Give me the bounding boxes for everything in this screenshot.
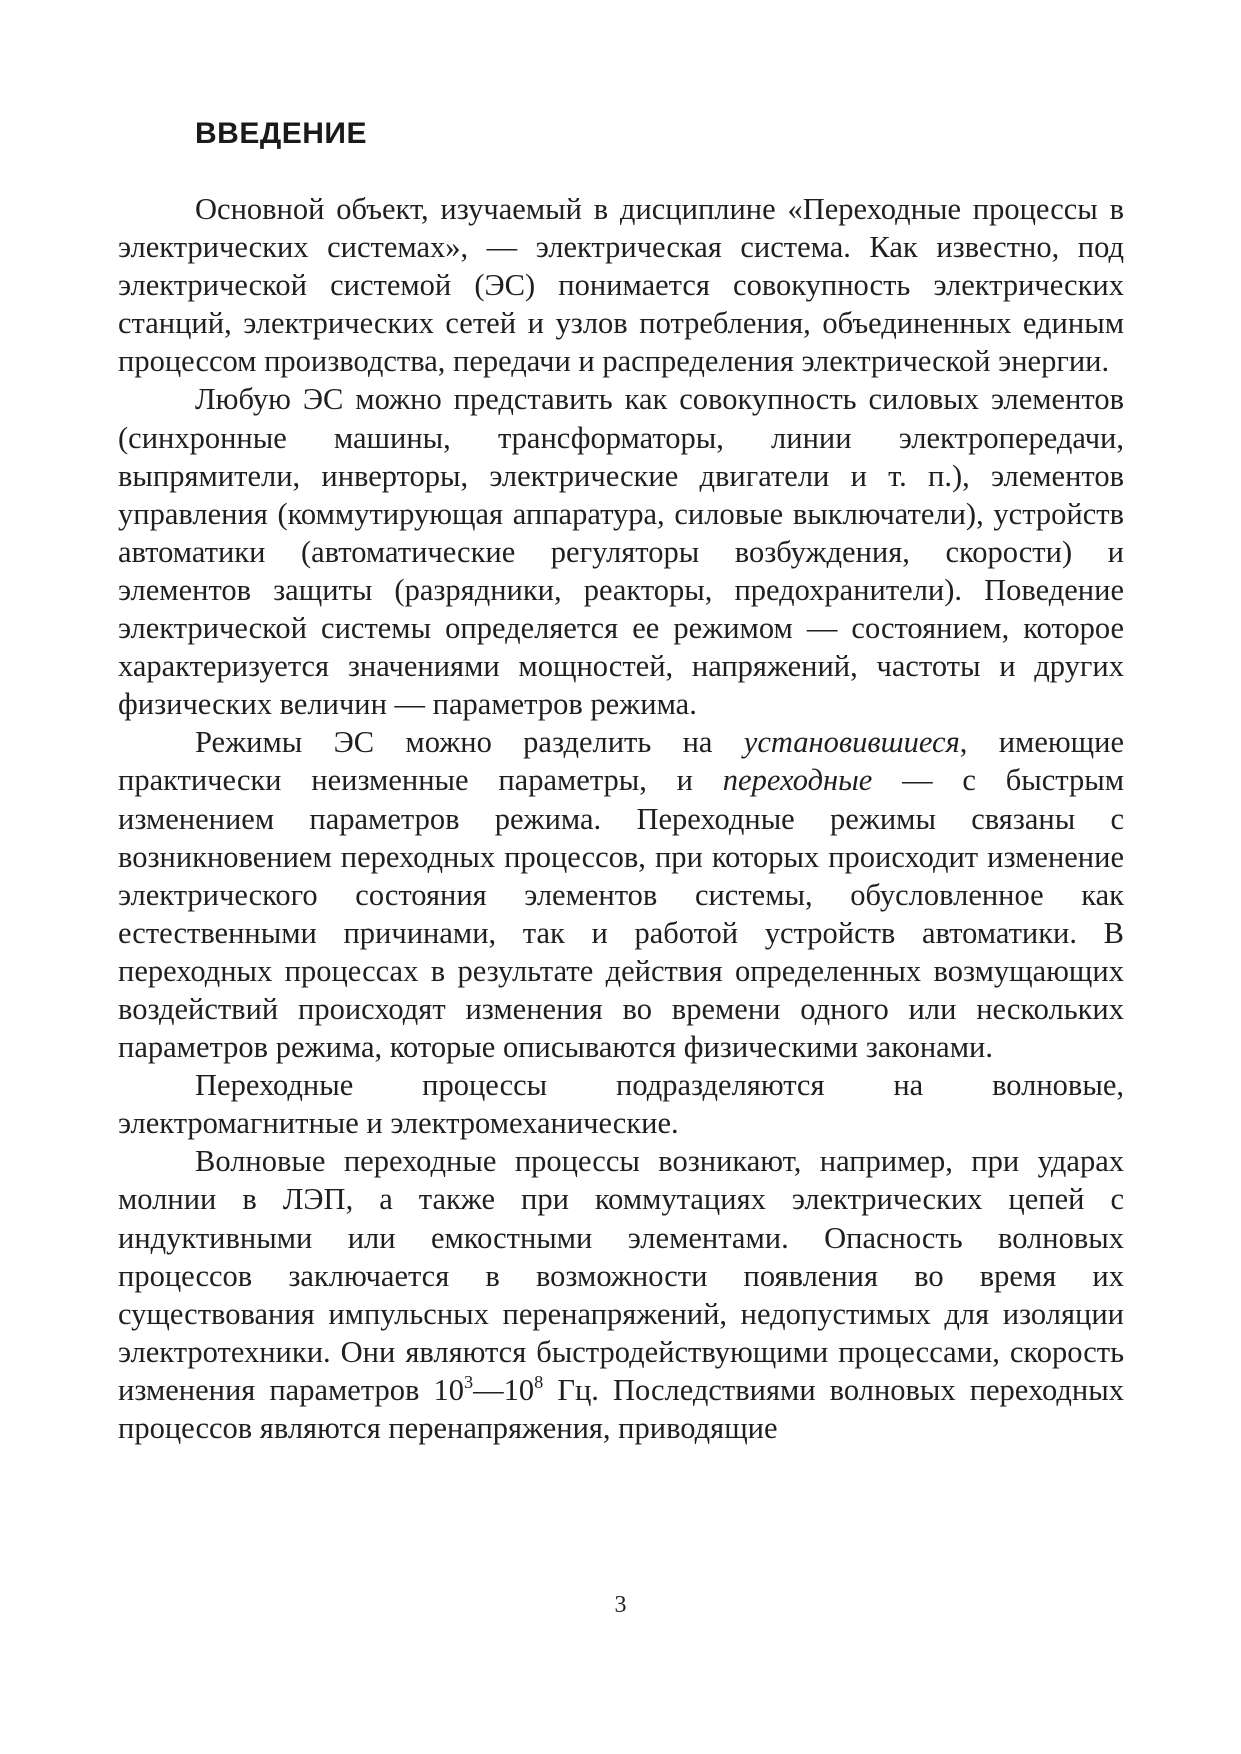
paragraph-5-text-b: Гц. Последствиями волновых переходных процессов являются перенапряжения, приводящие (118, 1372, 1124, 1445)
paragraph-1-text: Основной объект, изучаемый в дисциплине «Переходные процессы в электрических системах», — электрическая система. Как известно, под электрической системой (ЭС) понимается совокупность электрических станций, электрических сетей и узлов потребления, объединенных единым процессом производства, передачи и распределения электрической энергии. (118, 192, 1124, 379)
body-text (118, 190, 1124, 1447)
exponent-3: 3 (464, 1372, 474, 1393)
paragraph-3-text-c: — с быстрым изменением параметров режима. Переходные режимы связаны с возникновением переходных процессов, при которых происходит изменение электрического состояния элементов системы, обусловленное как естественными причинами, так и работой устройств автоматики. В переходных процессах в результате действия определенных возмущающих воздействий происходят изменения во времени одного или нескольких параметров режима, которые описываются физическими законами. (118, 763, 1124, 1065)
chapter-heading: ВВЕДЕНИЕ (195, 117, 367, 150)
page-number: 3 (614, 1592, 627, 1618)
paragraph-4-text: Переходные процессы подразделяются на волновые, электромагнитные и электромеханические. (118, 1068, 1124, 1141)
paragraph-3 (118, 723, 1124, 1066)
paragraph-3-text-a: Режимы ЭС можно разделить на (195, 725, 744, 760)
paragraph-4 (118, 1066, 1124, 1142)
term-steady-state: установившиеся (743, 725, 960, 760)
paragraph-2 (118, 380, 1124, 723)
term-transient: переходные (722, 763, 873, 798)
paragraph-5-text-a: Волновые переходные процессы возникают, например, при ударах молнии в ЛЭП, а также при коммутациях электрических цепей с индуктивными или емкостными элементами. Опасность волновых процессов заключается в возможности появления во время их существования импульсных перенапряжений, недопустимых для изоляции электротехники. Они являются быстродействующими процессами, скорость изменения параметров 10 (118, 1144, 1124, 1407)
paragraph-3-text-b: , имеющие практически неизменные параметры, и (118, 725, 1125, 798)
paragraph-5 (118, 1142, 1124, 1447)
range-dash: —10 (473, 1372, 535, 1407)
paragraph-2-text: Любую ЭС можно представить как совокупность силовых элементов (синхронные машины, трансформаторы, линии электропередачи, выпрямители, инверторы, электрические двигатели и т. п.), элементов управления (коммутирующая аппаратура, силовые выключатели), устройств автоматики (автоматические регуляторы возбуждения, скорости) и элементов защиты (разрядники, реакторы, предохранители). Поведение электрической системы определяется ее режимом — состоянием, которое характеризуется значениями мощностей, напряжений, частоты и других физических величин — параметров режима. (118, 382, 1124, 722)
exponent-8: 8 (534, 1372, 544, 1393)
paragraph-1 (118, 190, 1124, 380)
